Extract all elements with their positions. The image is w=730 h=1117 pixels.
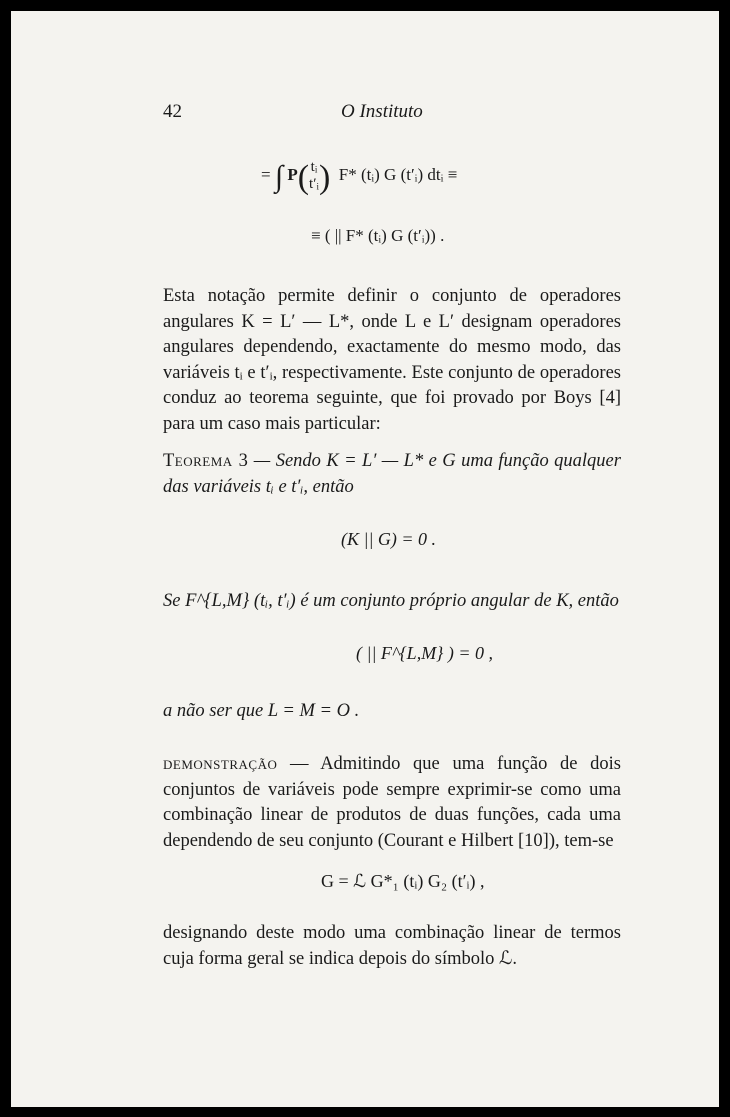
theorem-text: — Sendo K = L′ — L* e G uma função qualquer das variáveis tᵢ e t′ᵢ, então (163, 451, 621, 497)
eq1-lhs: = (261, 165, 271, 184)
eq1-stack-top: tᵢ (310, 159, 318, 176)
theorem-part-2 (163, 589, 621, 615)
page-number: 42 (163, 101, 182, 122)
eq1-p: P (287, 165, 298, 184)
running-title: O Instituto (341, 101, 423, 122)
paragraph-1-text: Esta notação permite definir o conjunto de operadores angulares K = L′ — L*, onde L e L′ designam operadores angulares dependendo, exactamente do mesmo modo, das variáveis tᵢ e t′ᵢ, respectivamente. Este conjunto de operadores conduz ao teorema seguinte, que foi provado por Boys [4] para um caso mais particular: (163, 286, 621, 434)
eq1-stack-bottom: t′ᵢ (309, 176, 319, 193)
theorem-label: Teorema 3 (163, 451, 249, 471)
page (11, 11, 719, 1107)
demonstration (163, 752, 621, 854)
eq1-stack (309, 159, 319, 193)
paragraph-last-text: designando deste modo uma combinação linear de termos cuja forma geral se indica depois do símbolo ℒ. (163, 923, 621, 969)
demo-label: demonstração (163, 754, 278, 774)
eq1-rhs: F* (tᵢ) G (t′ᵢ) dtᵢ ≡ (338, 165, 458, 184)
integral-sign: ∫ (274, 160, 284, 193)
theorem-part-2-text: Se F^{L,M} (tᵢ, t′ᵢ) é um conjunto próprio angular de K, então (163, 591, 619, 611)
paragraph-last (163, 921, 621, 972)
paragraph-1 (163, 284, 621, 437)
equation-5: G = ℒ G*₁ (tᵢ) G₂ (t′ᵢ) , (321, 871, 485, 891)
equation-3: (K || G) = 0 . (341, 529, 437, 549)
equation-2: ≡ ( || F* (tᵢ) G (t′ᵢ)) . (311, 226, 445, 245)
theorem-conclusion: a não ser que L = M = O . (163, 701, 360, 721)
demo-text: — Admitindo que uma função de dois conjuntos de variáveis pode sempre exprimir-se como uma combinação linear de produtos de duas funções, cada uma dependendo de seu conjunto (Courant e Hilbert [10]), tem-se (163, 754, 621, 851)
theorem-3 (163, 449, 621, 500)
equation-4: ( || F^{L,M} ) = 0 , (356, 643, 494, 663)
equation-1: = ∫ P( tᵢ t′ᵢ) F* (tᵢ) G (t′ᵢ) dtᵢ ≡ (261, 159, 458, 196)
